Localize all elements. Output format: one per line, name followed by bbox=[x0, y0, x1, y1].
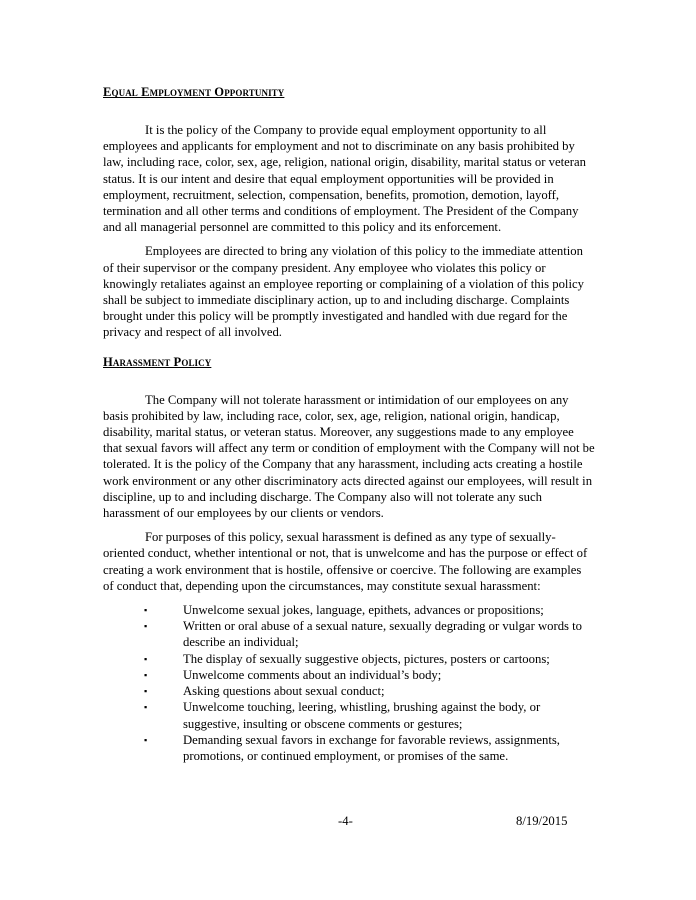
eeo-paragraph: It is the policy of the Company to provide equal employment opportunity to all employees and applicants for employment and not to discriminate on any basis prohibited by law, including race, color, sex, age, religion, national origin, disability, marital status or veteran status. It is our intent and desire that equal employment opportunities will be provided in employment, recruitment, selection, compensation, benefits, promotion, demotion, layoff, termination and all other terms and conditions of employment. The President of the Company and all managerial personnel are committed to this policy and its enforcement. bbox=[103, 123, 586, 235]
bullet-icon: ▪ bbox=[144, 686, 148, 697]
list-item: ▪ Unwelcome sexual jokes, language, epithets, advances or propositions; bbox=[144, 603, 544, 618]
harassment-paragraph: For purposes of this policy, sexual harassment is defined as any type of sexually-oriented conduct, whether intentional or not, that is unwelcome and has the purpose or effect of creating a work environment that is hostile, offensive or coercive. The following are examples of conduct that, depending upon the circumstances, may constitute sexual harassment: bbox=[103, 530, 588, 593]
section-heading-eeo: Equal Employment Opportunity bbox=[103, 85, 285, 99]
harassment-examples-list bbox=[103, 602, 595, 764]
bullet-icon: ▪ bbox=[144, 702, 148, 713]
list-item: ▪ Unwelcome touching, leering, whistling, brushing against the body, or suggestive, insulting or obscene comments or gestures; bbox=[144, 700, 541, 731]
bullet-icon: ▪ bbox=[144, 734, 148, 745]
footer-date: 8/19/2015 bbox=[516, 814, 568, 828]
bullet-icon: ▪ bbox=[144, 605, 148, 616]
list-item: ▪ Asking questions about sexual conduct; bbox=[144, 684, 385, 699]
document-page bbox=[103, 84, 595, 764]
bullet-icon: ▪ bbox=[144, 621, 148, 632]
list-item: ▪ Unwelcome comments about an individual’s body; bbox=[144, 667, 442, 682]
list-item: ▪ Written or oral abuse of a sexual nature, sexually degrading or vulgar words to describe an individual; bbox=[144, 619, 583, 650]
eeo-paragraph: Employees are directed to bring any violation of this policy to the immediate attention of their supervisor or the company president. Any employee who violates this policy or knowingly retaliates against an employee reporting or complaining of a violation of this policy shall be subject to immediate disciplinary action, up to and including discharge. Complaints brought under this policy will be promptly investigated and handled with due regard for the privacy and respect of all involved. bbox=[103, 244, 584, 340]
bullet-icon: ▪ bbox=[144, 669, 148, 680]
list-item: ▪ Demanding sexual favors in exchange for favorable reviews, assignments, promotions, or continued employment, or promises of the same. bbox=[144, 732, 560, 763]
bullet-icon: ▪ bbox=[144, 653, 148, 664]
page-number: -4- bbox=[338, 814, 353, 828]
list-item: ▪ The display of sexually suggestive objects, pictures, posters or cartoons; bbox=[144, 651, 550, 666]
harassment-paragraph: The Company will not tolerate harassment or intimidation of our employees on any basis prohibited by law, including race, color, sex, age, religion, national origin, handicap, disability, marital status, or veteran status. Moreover, any suggestions made to any employee that sexual favors will affect any term or condition of employment with the Company will not be tolerated. It is the policy of the Company that any harassment, including acts creating a hostile work environment or any other discriminatory acts directed against our employees, will result in discipline, up to and including discharge. The Company also will not tolerate any such harassment of our employees by our clients or vendors. bbox=[103, 392, 595, 521]
section-heading-harassment: Harassment Policy bbox=[103, 354, 212, 369]
